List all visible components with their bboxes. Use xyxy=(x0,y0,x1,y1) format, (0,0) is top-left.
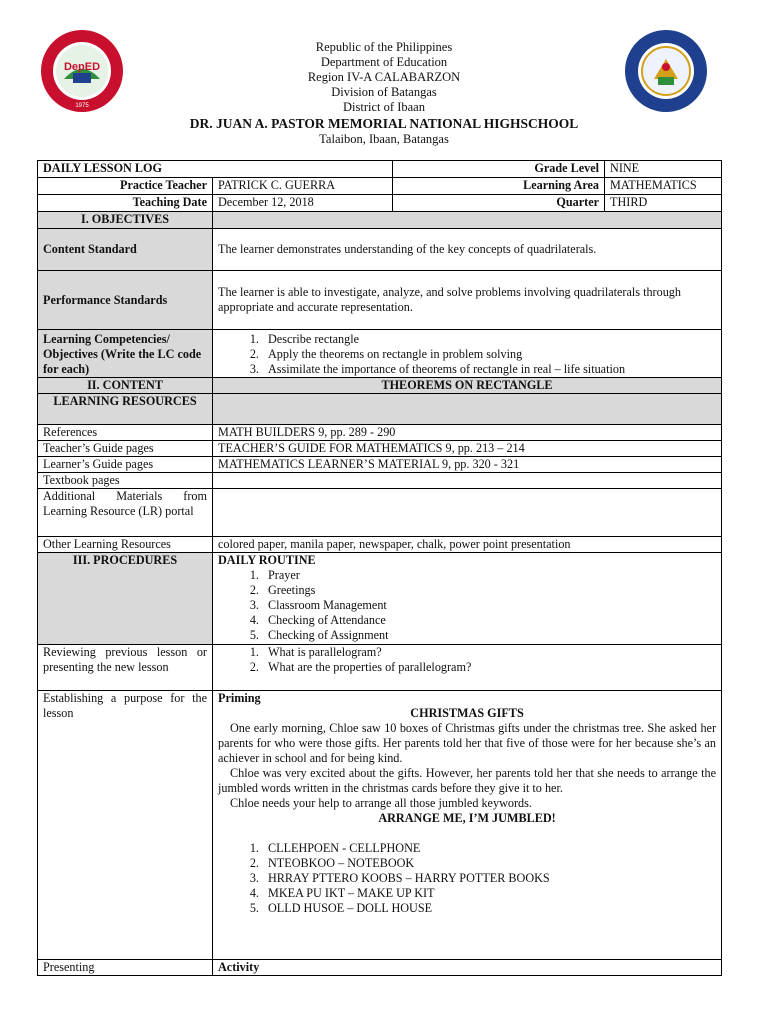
performance-standards-text: The learner is able to investigate, analyze, and solve problems involving quadrilaterals through appropriate and accurate representation. xyxy=(213,271,722,330)
resources-heading-fill xyxy=(213,394,722,425)
purpose-label: Establishing a purpose for the lesson xyxy=(38,691,213,960)
list-item: 5. OLLD HUSOE – DOLL HOUSE xyxy=(262,901,716,916)
daily-routine-cell xyxy=(213,553,722,645)
additional-materials-value xyxy=(213,489,722,537)
reviewing-list xyxy=(218,645,716,675)
log-title: DAILY LESSON LOG xyxy=(38,161,393,178)
daily-routine-title: DAILY ROUTINE xyxy=(218,553,316,567)
header-line: Republic of the Philippines xyxy=(315,40,453,54)
jumbled-title: ARRANGE ME, I’M JUMBLED! xyxy=(378,811,556,825)
story-body xyxy=(218,721,716,811)
textbook-label: Textbook pages xyxy=(38,473,213,489)
jumbled-list xyxy=(218,841,716,916)
learners-guide-label: Learner’s Guide pages xyxy=(38,457,213,473)
daily-lesson-log-table xyxy=(37,160,722,976)
competencies-cell xyxy=(213,330,722,378)
textbook-value xyxy=(213,473,722,489)
story-paragraph: Chloe needs your help to arrange all those jumbled keywords. xyxy=(230,796,532,810)
daily-routine-list xyxy=(218,568,716,643)
other-resources-label: Other Learning Resources xyxy=(38,537,213,553)
objectives-heading-fill xyxy=(213,212,722,229)
reviewing-cell xyxy=(213,645,722,691)
priming-label: Priming xyxy=(218,691,261,705)
list-item: 1. CLLEHPOEN - CELLPHONE xyxy=(262,841,716,856)
quarter-label: Quarter xyxy=(393,195,605,212)
teaching-date-value: December 12, 2018 xyxy=(213,195,393,212)
list-item: 2. Greetings xyxy=(262,583,716,598)
list-item: 2. NTEOBKOO – NOTEBOOK xyxy=(262,856,716,871)
procedures-heading: III. PROCEDURES xyxy=(38,553,213,645)
content-topic: THEOREMS ON RECTANGLE xyxy=(213,378,722,394)
school-address: Talaibon, Ibaan, Batangas xyxy=(319,132,449,146)
header-line: Region IV-A CALABARZON xyxy=(307,70,461,84)
presenting-value: Activity xyxy=(213,960,722,976)
content-heading: II. CONTENT xyxy=(38,378,213,394)
list-item: 1. Describe rectangle xyxy=(262,332,716,347)
list-item: 3. Classroom Management xyxy=(262,598,716,613)
performance-standards-label: Performance Standards xyxy=(38,271,213,330)
practice-teacher-value: PATRICK C. GUERRA xyxy=(213,178,393,195)
grade-level-value: NINE xyxy=(605,161,722,178)
learners-guide-value: MATHEMATICS LEARNER’S MATERIAL 9, pp. 320 - 321 xyxy=(213,457,722,473)
list-item: 4. Checking of Attendance xyxy=(262,613,716,628)
list-item: 3. HRRAY PTTERO KOOBS – HARRY POTTER BOOKS xyxy=(262,871,716,886)
content-standard-label: Content Standard xyxy=(38,229,213,271)
learning-area-label: Learning Area xyxy=(393,178,605,195)
list-item: 5. Checking of Assignment xyxy=(262,628,716,643)
story-paragraph: Chloe was very excited about the gifts. However, her parents told her that she needs to arrange the jumbled words written in the christmas cards before they give it to her. xyxy=(218,766,717,795)
other-resources-value: colored paper, manila paper, newspaper, chalk, power point presentation xyxy=(213,537,722,553)
grade-level-label: Grade Level xyxy=(393,161,605,178)
reviewing-label: Reviewing previous lesson or presenting the new lesson xyxy=(38,645,213,691)
school-name: DR. JUAN A. PASTOR MEMORIAL NATIONAL HIGHSCHOOL xyxy=(189,116,579,131)
list-item: 4. MKEA PU IKT – MAKE UP KIT xyxy=(262,886,716,901)
deped-division-seal xyxy=(40,29,124,113)
competencies-list xyxy=(218,332,716,377)
seal-center-text: DepED xyxy=(63,61,101,73)
school-seal xyxy=(624,29,708,113)
seal-year-text: 1975 xyxy=(75,103,89,109)
story-title: CHRISTMAS GIFTS xyxy=(410,706,524,720)
list-item: 1. Prayer xyxy=(262,568,716,583)
teaching-date-label: Teaching Date xyxy=(38,195,213,212)
list-item: 3. Assimilate the importance of theorems of rectangle in real – life situation xyxy=(262,362,716,377)
header-line: Department of Education xyxy=(320,55,448,69)
objectives-heading: I. OBJECTIVES xyxy=(38,212,213,229)
teachers-guide-label: Teacher’s Guide pages xyxy=(38,441,213,457)
presenting-label: Presenting xyxy=(38,960,213,976)
list-item: 2. Apply the theorems on rectangle in problem solving xyxy=(262,347,716,362)
list-item: 1. What is parallelogram? xyxy=(262,645,716,660)
header-line: Division of Batangas xyxy=(331,85,437,99)
teachers-guide-value: TEACHER’S GUIDE FOR MATHEMATICS 9, pp. 213 – 214 xyxy=(213,441,722,457)
references-label: References xyxy=(38,425,213,441)
learning-area-value: MATHEMATICS xyxy=(605,178,722,195)
practice-teacher-label: Practice Teacher xyxy=(38,178,213,195)
references-value: MATH BUILDERS 9, pp. 289 - 290 xyxy=(213,425,722,441)
quarter-value: THIRD xyxy=(605,195,722,212)
list-item: 2. What are the properties of parallelogram? xyxy=(262,660,716,675)
story-paragraph: One early morning, Chloe saw 10 boxes of Christmas gifts under the christmas tree. She asked her parents for who were those gifts. Her parents told her that five of those were for her because she’s an achiever in school and for being kind. xyxy=(218,721,717,765)
purpose-cell xyxy=(213,691,722,960)
additional-materials-label: Additional Materials from Learning Resource (LR) portal xyxy=(38,489,213,537)
content-standard-text: The learner demonstrates understanding of the key concepts of quadrilaterals. xyxy=(213,229,722,271)
header-line: District of Ibaan xyxy=(343,100,425,114)
agency-header xyxy=(140,40,628,147)
resources-heading: LEARNING RESOURCES xyxy=(38,394,213,425)
competencies-label: Learning Competencies/ Objectives (Write the LC code for each) xyxy=(38,330,213,378)
